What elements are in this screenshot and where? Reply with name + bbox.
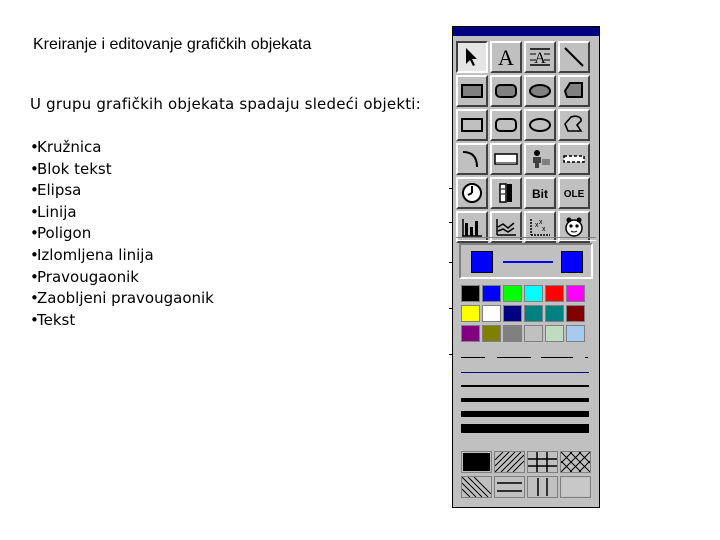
reverse-diagonal-pattern-icon xyxy=(462,477,491,497)
chart-object-tool-button[interactable] xyxy=(456,177,488,209)
line-style-option[interactable] xyxy=(461,365,589,379)
line-chart-icon xyxy=(494,215,518,239)
line-tool-button[interactable] xyxy=(558,41,590,73)
button-tool-button[interactable] xyxy=(490,143,522,175)
sound-meter-icon xyxy=(494,181,518,205)
rounded-rectangle-tool-button[interactable] xyxy=(490,109,522,141)
color-swatch[interactable] xyxy=(482,325,501,342)
image-picture-icon xyxy=(528,147,552,171)
pattern-swatch[interactable] xyxy=(461,476,492,498)
list-item-label: Pravougaonik xyxy=(37,267,139,286)
line-color-indicator[interactable] xyxy=(503,261,553,263)
horizontal-lines-pattern-icon xyxy=(495,477,524,497)
filled-ellipse-icon xyxy=(528,79,552,103)
image-tool-button[interactable] xyxy=(524,143,556,175)
color-swatch[interactable] xyxy=(503,285,522,302)
pattern-swatch[interactable] xyxy=(461,451,492,473)
bullet-icon: • xyxy=(30,181,39,200)
filled-rectangle-icon xyxy=(460,79,484,103)
line-sample xyxy=(461,424,589,433)
list-item xyxy=(30,180,214,202)
line-style-option[interactable] xyxy=(461,379,589,393)
list-item xyxy=(30,310,214,332)
svg-text:Bit: Bit xyxy=(532,187,548,201)
filled-ellipse-tool-button[interactable] xyxy=(524,75,556,107)
line-sample xyxy=(461,385,589,387)
color-swatch[interactable] xyxy=(524,305,543,322)
bullet-icon: • xyxy=(30,267,39,286)
text-tool-button[interactable] xyxy=(490,41,522,73)
pattern-swatch[interactable] xyxy=(560,476,591,498)
line-sample xyxy=(461,411,589,417)
filled-polygon-tool-button[interactable] xyxy=(558,75,590,107)
rounded-rectangle-outline-icon xyxy=(494,113,518,137)
filled-rectangle-tool-button[interactable] xyxy=(456,75,488,107)
crosshatch-pattern-icon xyxy=(561,452,590,472)
arc-tool-button[interactable] xyxy=(456,143,488,175)
pattern-swatch[interactable] xyxy=(560,451,591,473)
scatter-chart-icon xyxy=(528,215,552,239)
text-color-indicator[interactable] xyxy=(561,251,583,273)
letter-a-icon xyxy=(494,45,518,69)
diagonal-line-icon xyxy=(562,45,586,69)
list-item-label: Elipsa xyxy=(37,181,82,200)
line-style-option[interactable] xyxy=(461,393,589,407)
ole-tool-button[interactable] xyxy=(558,177,590,209)
arc-icon xyxy=(460,147,484,171)
color-swatch[interactable] xyxy=(545,325,564,342)
slide-intro-text: U grupu grafičkih objekata spadaju sledeći objekti: xyxy=(30,95,421,113)
bitmap-text-icon xyxy=(528,181,552,205)
ellipse-tool-button[interactable] xyxy=(524,109,556,141)
bullet-icon: • xyxy=(30,310,39,329)
list-item xyxy=(30,223,214,245)
select-tool-button[interactable] xyxy=(456,41,488,73)
tool-grid xyxy=(456,41,590,243)
color-preview-panel xyxy=(459,243,593,279)
line-dash-segment xyxy=(497,357,531,358)
list-item-label: Kružnica xyxy=(37,138,102,156)
line-sample xyxy=(461,372,589,373)
color-swatch[interactable] xyxy=(524,285,543,302)
dashed-field-icon xyxy=(562,147,586,171)
list-item xyxy=(30,202,214,224)
color-swatch[interactable] xyxy=(524,325,543,342)
polygon-tool-button[interactable] xyxy=(558,109,590,141)
color-swatch[interactable] xyxy=(461,325,480,342)
bullet-icon: • xyxy=(30,159,39,178)
toolbox-separator xyxy=(456,237,596,241)
color-swatch[interactable] xyxy=(566,285,585,302)
filled-rounded-rectangle-icon xyxy=(494,79,518,103)
color-palette xyxy=(461,285,586,343)
fill-pattern-selector xyxy=(461,451,591,498)
bullet-icon: • xyxy=(30,224,39,243)
svg-text:OLE: OLE xyxy=(563,189,585,200)
graphic-objects-list xyxy=(30,137,214,331)
bullet-icon: • xyxy=(30,202,39,221)
bar-chart-icon xyxy=(460,215,484,239)
pattern-swatch[interactable] xyxy=(494,476,525,498)
svg-text:A: A xyxy=(498,45,514,69)
list-item xyxy=(30,288,214,310)
drawing-toolbox xyxy=(452,26,600,508)
color-swatch[interactable] xyxy=(482,305,501,322)
line-style-option[interactable] xyxy=(461,421,589,439)
empty-pattern-icon xyxy=(561,477,590,497)
list-item-label: Tekst xyxy=(37,310,76,329)
arrow-pointer-icon xyxy=(460,45,484,69)
fill-color-indicator[interactable] xyxy=(471,251,493,273)
block-text-tool-button[interactable] xyxy=(524,41,556,73)
bullet-icon: • xyxy=(30,245,39,264)
filled-polygon-icon xyxy=(562,79,586,103)
svg-text:x: x xyxy=(535,222,539,229)
bullet-icon: • xyxy=(30,138,39,156)
bullet-icon: • xyxy=(30,289,39,308)
pattern-swatch[interactable] xyxy=(527,451,558,473)
svg-text:x: x xyxy=(539,219,543,226)
rectangle-tool-button[interactable] xyxy=(456,109,488,141)
pattern-swatch[interactable] xyxy=(527,476,558,498)
list-item-label: Linija xyxy=(37,202,77,221)
button-icon xyxy=(494,147,518,171)
color-swatch[interactable] xyxy=(566,325,585,342)
color-swatch[interactable] xyxy=(503,325,522,342)
list-item-label: Izlomljena linija xyxy=(37,245,154,264)
rectangle-outline-icon xyxy=(460,113,484,137)
color-swatch[interactable] xyxy=(461,285,480,302)
solid-black-pattern-icon xyxy=(462,452,491,472)
line-dash-segment xyxy=(541,357,573,358)
filled-rounded-rectangle-tool-button[interactable] xyxy=(490,75,522,107)
clock-icon xyxy=(460,181,484,205)
line-width-selector xyxy=(461,351,589,439)
color-swatch[interactable] xyxy=(545,305,564,322)
slide-title: Kreiranje i editovanje grafičkih objekata xyxy=(33,36,312,53)
list-item xyxy=(30,245,214,267)
line-dash-segment xyxy=(585,357,588,358)
line-style-option[interactable] xyxy=(461,407,589,421)
svg-text:x: x xyxy=(542,226,546,233)
bitmap-tool-button[interactable] xyxy=(524,177,556,209)
sound-tool-button[interactable] xyxy=(490,177,522,209)
block-text-icon xyxy=(528,45,552,69)
list-item xyxy=(30,159,214,181)
list-item xyxy=(30,267,214,289)
color-swatch[interactable] xyxy=(566,305,585,322)
vertical-lines-pattern-icon xyxy=(528,477,557,497)
line-sample xyxy=(461,398,589,402)
polygon-outline-icon xyxy=(562,113,586,137)
svg-text:A: A xyxy=(534,50,546,67)
color-swatch[interactable] xyxy=(482,285,501,302)
ellipse-outline-icon xyxy=(528,113,552,137)
field-tool-button[interactable] xyxy=(558,143,590,175)
line-dash-segment xyxy=(461,357,485,358)
list-item xyxy=(30,137,214,159)
line-style-option[interactable] xyxy=(461,351,589,365)
list-item-label: Zaobljeni pravougaonik xyxy=(37,289,214,308)
face-control-icon xyxy=(562,215,586,239)
diagonal-hatch-pattern-icon xyxy=(495,452,524,472)
list-item-label: Blok tekst xyxy=(37,159,112,178)
color-swatch[interactable] xyxy=(545,285,564,302)
color-swatch[interactable] xyxy=(461,305,480,322)
pattern-swatch[interactable] xyxy=(494,451,525,473)
toolbox-titlebar[interactable] xyxy=(453,27,599,36)
grid-pattern-icon xyxy=(528,452,557,472)
list-item-label: Poligon xyxy=(37,224,92,243)
color-swatch[interactable] xyxy=(503,305,522,322)
ole-object-icon xyxy=(562,181,586,205)
